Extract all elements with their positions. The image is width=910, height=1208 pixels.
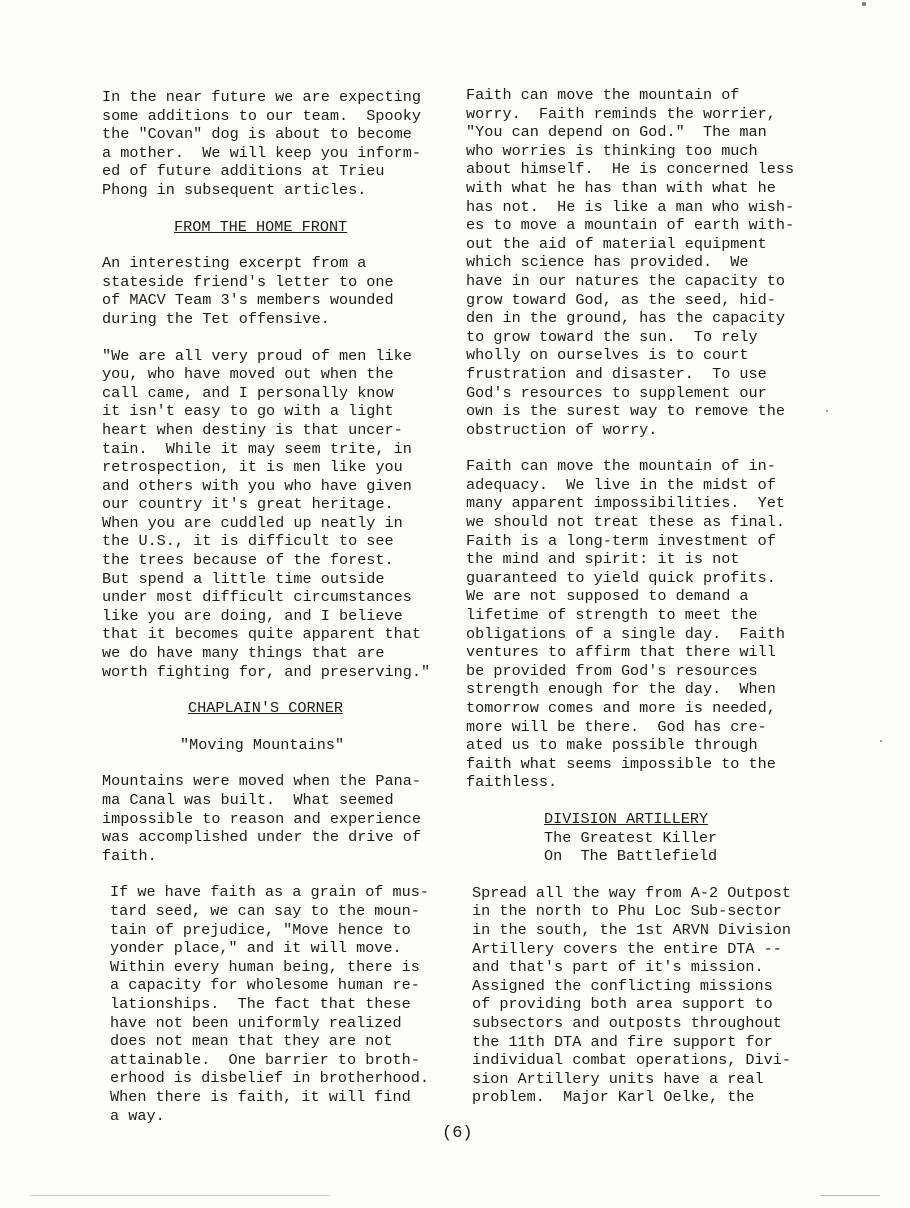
division-artillery-subtitle-1: The Greatest Killer — [544, 828, 718, 847]
chaplain-title: "Moving Mountains" — [180, 735, 345, 754]
scan-speck — [826, 410, 828, 412]
left-column — [102, 88, 447, 1125]
division-artillery-subtitle-2: On The Battlefield — [544, 847, 718, 866]
home-front-intro: An interesting excerpt from a stateside friend's letter to one of MACV Team 3's members wounded during the Tet offensive. — [102, 254, 394, 328]
division-artillery-header — [544, 810, 806, 866]
worry-paragraph: Faith can move the mountain of worry. Faith reminds the worrier, "You can depend on God." The man who worries is thinking too much about himself. He is concerned less with what he has than with what he has not. He is like a man who wish- es to move a mountain of earth with- out the aid of material equipment which science has provided. We have in our natures the capacity to grow toward God, as the seed, hid- den in the ground, has the capacity to grow toward the sun. To rely wholly on ourselves is to court frustration and disaster. To use God's resources to supplement our own is the surest way to remove the obstruction of worry. — [466, 86, 795, 439]
scan-speck — [880, 740, 882, 742]
inadequacy-paragraph: Faith can move the mountain of in- adequacy. We live in the midst of many apparent impossibilities. Yet we should not treat these as final. Faith is a long-term investment of the mind and spirit: it is not guaranteed to yield quick profits. We are not supposed to demand a lifetime of strength to meet the obligations of a single day. Faith ventures to affirm that there will be provided from God's resources strength enough for the day. When tomorrow comes and more is needed, more will be there. God has cre- ated us to make possible through faith what seems impossible to the faithless. — [466, 457, 785, 792]
home-front-heading: FROM THE HOME FRONT — [174, 217, 348, 236]
panama-paragraph: Mountains were moved when the Pana- ma Canal was built. What seemed impossible to reason and experience was accomplished under the drive of faith. — [102, 772, 421, 865]
mustard-paragraph: If we have faith as a grain of mus- tard seed, we can say to the moun- tain of prejudice, "Move hence to yonder place," and it will move. Within every human being, there is a capacity for wholesome human re- lationships. The fact that these have not been uniformly realized does not mean that they are not attainable. One barrier to broth- erhood is disbelief in brotherhood. When there is faith, it will find a way. — [110, 883, 429, 1125]
scan-speck — [820, 1195, 880, 1196]
chaplain-heading: CHAPLAIN'S CORNER — [188, 699, 343, 718]
letter-quote: "We are all very proud of men like you, who have moved out when the call came, and I personally know it isn't easy to go with a light heart when destiny is that uncer- tain. While it may seem trite, in retrospection, it is men like you and others with you who have given our country it's great heritage. When you are cuddled up neatly in the U.S., it is difficult to see the trees because of the forest. But spend a little time outside under most difficult circumstances like you are doing, and I believe that it becomes quite apparent that we do have many things that are worth fighting for, and preserving." — [102, 346, 431, 681]
page-number: (6) — [442, 1124, 473, 1143]
intro-paragraph: In the near future we are expecting some additions to our team. Spooky the "Covan" dog is about to become a mother. We will keep you inform- ed of future additions at Trieu Phong in subsequent articles. — [102, 88, 421, 199]
scan-speck — [862, 2, 866, 6]
right-column — [466, 86, 806, 1107]
division-artillery-heading: DIVISION ARTILLERY — [544, 809, 709, 828]
division-artillery-body: Spread all the way from A-2 Outpost in the north to Phu Loc Sub-sector in the south, the 1st ARVN Division Artillery covers the entire DTA -- and that's part of it's mission. Assigned the conflicting missions of providing both area support to subsectors and outposts throughout the 11th DTA and fire support for individual combat operations, Divi- sion Artillery units have a real problem. Major Karl Oelke, the — [472, 883, 791, 1107]
scan-speck — [30, 1195, 330, 1196]
